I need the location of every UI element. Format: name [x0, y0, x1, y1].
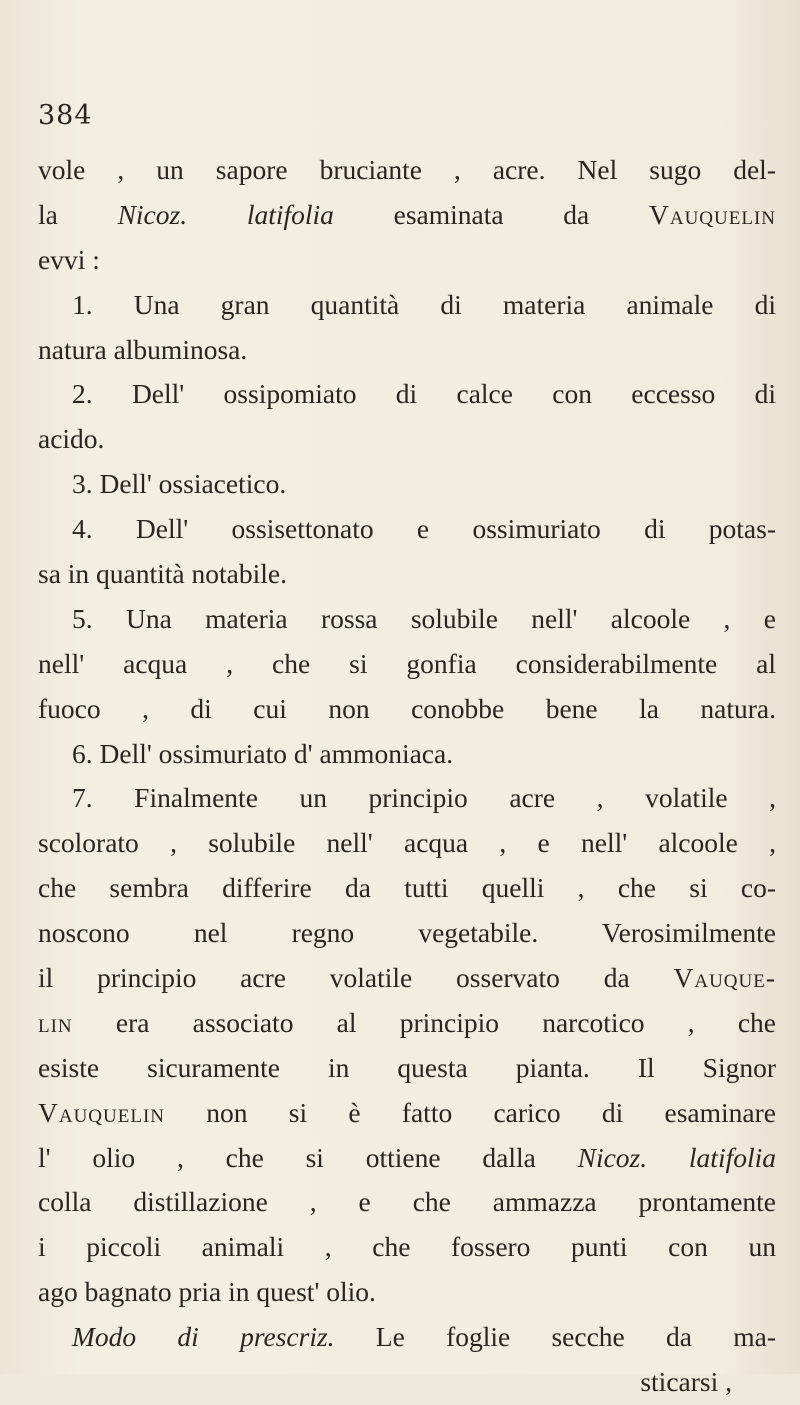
text-segment: scolorato , solubile nell' acqua , e nell' alcoole ,	[38, 827, 776, 859]
text-segment: evvi :	[38, 243, 100, 275]
text-segment: fuoco , di cui non conobbe bene la natura.	[38, 692, 776, 724]
text-segment: sa in quantità notabile.	[38, 558, 287, 590]
italic-text: Nicoz. latifolia	[117, 198, 334, 230]
text-segment: non si è fatto carico di esaminare	[165, 1096, 776, 1128]
text-segment: 1. Una gran quantità di materia animale di	[72, 288, 776, 320]
text-segment: colla distillazione , e che ammazza prontamente	[38, 1186, 776, 1218]
text-line	[38, 148, 776, 193]
text-line	[38, 1225, 776, 1270]
text-line	[38, 911, 776, 956]
text-segment: esiste sicuramente in questa pianta. Il Signor	[38, 1051, 776, 1083]
text-segment: esaminata da	[333, 198, 649, 230]
text-line	[38, 1270, 776, 1315]
italic-text: Nicoz. latifolia	[577, 1141, 777, 1173]
text-line	[38, 956, 776, 1001]
text-line	[38, 283, 776, 328]
text-segment: nell' acqua , che si gonfia considerabilmente al	[38, 647, 776, 679]
text-line	[38, 193, 776, 238]
text-segment: il principio acre volatile osservato da	[38, 962, 674, 994]
text-segment: i piccoli animali , che fossero punti con un	[38, 1231, 776, 1263]
italic-text: Modo di prescriz.	[72, 1321, 335, 1353]
text-line	[38, 1046, 776, 1091]
text-segment: ago bagnato pria in quest' olio.	[38, 1276, 376, 1308]
text-segment: la	[38, 198, 118, 230]
text-line	[38, 866, 776, 911]
text-segment: 4. Dell' ossisettonato e ossimuriato di potas-	[72, 513, 776, 545]
text-segment: vole , un sapore bruciante , acre. Nel sugo del-	[38, 154, 776, 185]
smallcaps-text: Vauquelin	[38, 1096, 166, 1128]
text-line	[38, 776, 776, 821]
text-line	[38, 372, 776, 417]
text-segment: Le foglie secche da ma-	[334, 1321, 776, 1353]
smallcaps-text: Vauque-	[673, 962, 776, 994]
text-segment: 6. Dell' ossimuriato d' ammoniaca.	[72, 737, 454, 769]
text-segment: che sembra differire da tutti quelli , che si co-	[38, 872, 776, 904]
text-line	[38, 1001, 776, 1046]
text-line	[38, 687, 776, 732]
text-line	[38, 1180, 776, 1225]
smallcaps-text: lin	[38, 1006, 73, 1038]
smallcaps-text: Vauquelin	[649, 198, 777, 230]
text-segment: 2. Dell' ossipomiato di calce con eccesso di	[72, 378, 776, 410]
text-line	[38, 1315, 776, 1360]
text-line	[38, 732, 776, 777]
body-text	[38, 148, 776, 1405]
text-line	[38, 238, 776, 283]
text-segment: era associato al principio narcotico , che	[72, 1006, 776, 1038]
text-line	[38, 328, 776, 373]
page-number: 384	[38, 100, 93, 131]
text-line	[38, 417, 776, 462]
text-segment: l' olio , che si ottiene dalla	[38, 1141, 578, 1173]
text-line	[38, 462, 776, 507]
text-line	[38, 507, 776, 552]
text-segment: noscono nel regno vegetabile. Verosimilmente	[38, 917, 776, 949]
catchword	[38, 1360, 776, 1405]
text-line	[38, 552, 776, 597]
text-segment: 5. Una materia rossa solubile nell' alcoole , e	[72, 602, 776, 634]
text-segment: 7. Finalmente un principio acre , volatile ,	[72, 782, 776, 814]
text-line	[38, 597, 776, 642]
text-segment: natura albuminosa.	[38, 333, 248, 365]
text-line	[38, 1091, 776, 1136]
text-line	[38, 642, 776, 687]
text-segment: sticarsi ,	[640, 1366, 732, 1398]
text-line	[38, 1136, 776, 1181]
text-segment: 3. Dell' ossiacetico.	[72, 468, 287, 500]
text-segment: acido.	[38, 423, 105, 455]
text-line	[38, 821, 776, 866]
